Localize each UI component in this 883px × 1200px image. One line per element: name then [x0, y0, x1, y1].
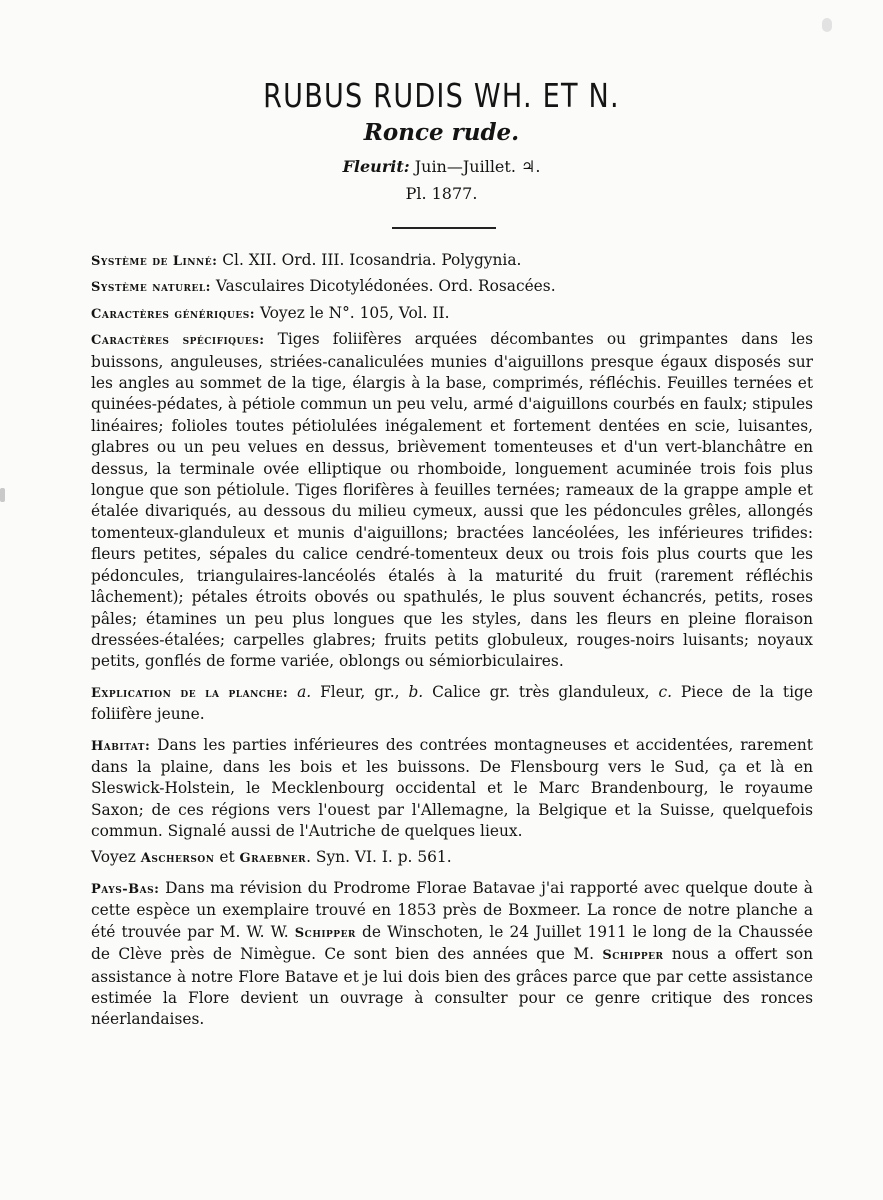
voyez-reference: . Syn. VI. I. p. 561.	[306, 847, 452, 866]
paragraph-linne	[91, 250, 813, 272]
figure-a: a.	[297, 682, 312, 701]
paragraph-paysbas	[91, 878, 813, 1031]
label-paysbas: Pays-Bas:	[91, 881, 160, 897]
description-body	[91, 250, 813, 1040]
voyez-prefix: Voyez	[91, 847, 141, 866]
common-name: Ronce rude.	[363, 119, 520, 146]
text-specifiques: Tiges foliifères arquées décombantes ou grimpantes dans les buissons, anguleuses, striées-canaliculées munies d'aiguillons presque égaux disposés sur les angles au sommet de la tige, élargis à la base, comprimés, réfléchis. Feuilles ternées et quinées-pédates, à pétiole commun un peu velu, armé d'aiguillons courbés en faulx; stipules linéaires; folioles toutes pétiolulées inégalement et fortement dentées en scie, luisantes, glabres ou un peu velues en dessus, brièvement tomenteuses et d'un vert-blanchâtre en dessus, la terminale ovée elliptique ou rhomboide, longuement acuminée trois fois plus longue que son pétiolule. Tiges florifères à feuilles ternées; rameaux de la grappe ample et étalée divariqués, au dessous du milieu cymeux, aussi que les pédoncules grêles, allongés tomenteux-glanduleux et munis d'aiguillons; bractées lancéolées, les inférieures trifides: fleurs petites, sépales du calice cendré-tomenteux deux ou trois fois plus courts que les pédoncules, triangulaires-lancéolés étalés à la maturité du fruit (rarement réfléchis lâchement); pétales étroits obovés ou spathulés, le plus souvent échancrés, petits, roses pâles; étamines un peu plus longues que les styles, dans les fleurs en pleine floraison dressées-étalées; carpelles glabres; fruits petits globuleux, rouges-noirs luisants; noyaux petits, gonflés de forme variée, oblongs ou sémiorbiculaires.	[91, 330, 813, 671]
flowering-value: Juin—Juillet. ♃.	[414, 157, 541, 176]
figure-b-text: Calice gr. très glanduleux,	[423, 682, 659, 701]
paragraph-generiques	[91, 303, 813, 325]
text-naturel: Vasculaires Dicotylédonées. Ord. Rosacées.	[210, 277, 556, 296]
text-generiques: Voyez le N°. 105, Vol. II.	[255, 303, 450, 322]
paragraph-voyez	[91, 847, 813, 869]
label-linne: Système de Linné:	[91, 254, 218, 269]
label-generiques: Caractères génériques:	[91, 306, 256, 322]
flowering-label: Fleurit:	[342, 157, 410, 176]
paragraph-specifiques	[91, 329, 813, 673]
author-graebner: Graebner	[239, 850, 307, 866]
label-naturel: Système naturel:	[91, 280, 211, 296]
species-title: RUBUS RUDIS WH. ET N.	[263, 76, 620, 115]
figure-c: c.	[658, 682, 672, 701]
label-habitat: Habitat:	[91, 738, 151, 754]
text-paysbas-3: nous a offert son assistance à notre Flore Batave et je lui dois bien des grâces parce que par cette assistance estimée la Flore devient un ouvrage à consulter pour ce genre critique des ronces néerlandaises.	[91, 945, 813, 1029]
plate-number: Pl. 1877.	[405, 184, 478, 203]
author-ascherson: Ascherson	[140, 850, 215, 866]
scan-edge-mark	[0, 488, 5, 502]
scan-speck	[822, 18, 832, 32]
paragraph-habitat	[91, 735, 813, 843]
voyez-and: et	[214, 847, 240, 866]
title-divider	[392, 227, 496, 229]
text-paysbas-1: Dans ma révision du Prodrome Florae Batavae j'ai rapporté avec quelque doute à cette espèce un exemplaire trouvé en 1853 près de Boxmeer. La ronce de notre planche a été trouvée par M. W. W.	[91, 878, 813, 941]
name-schipper-2: Schipper	[602, 948, 664, 964]
paragraph-explication	[91, 682, 813, 726]
flowering-line	[0, 157, 883, 176]
paragraph-naturel	[91, 276, 813, 298]
text-habitat: Dans les parties inférieures des contrées montagneuses et accidentées, rarement dans la plaine, dans les bois et les buissons. De Flensbourg vers le Sud, ça et là en Sleswick-Holstein, le Mecklenbourg occidental et le Marc Brandenbourg, le royaume Saxon; de ces régions vers l'ouest par l'Allemagne, la Belgique et la Suisse, quelquefois commun. Signalé aussi de l'Autriche de quelques lieux.	[91, 735, 813, 841]
text-paysbas-2: de Winschoten, le 24 Juillet 1911 le long de la Chaussée de Clève près de Nimègue. Ce sont bien des années que M.	[91, 922, 813, 964]
label-explication: Explication de la planche:	[91, 685, 289, 701]
figure-c-text: Piece de la tige foliifère jeune.	[91, 682, 813, 724]
figure-a-text: Fleur, gr.,	[311, 682, 409, 701]
text-linne: Cl. XII. Ord. III. Icosandria. Polygynia.	[217, 251, 522, 269]
figure-b: b.	[408, 682, 424, 701]
label-specifiques: Caractères spécifiques:	[91, 333, 265, 349]
name-schipper-1: Schipper	[294, 925, 356, 941]
